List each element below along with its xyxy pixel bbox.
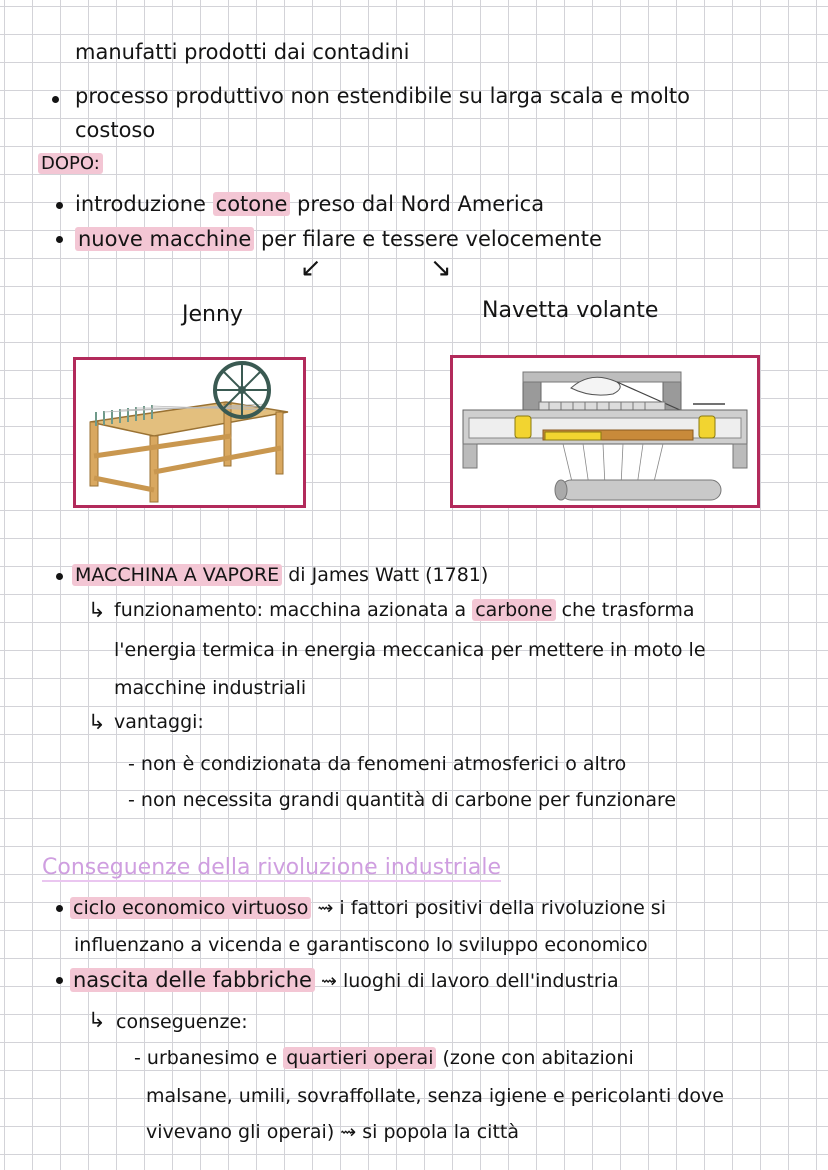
arrow-down-right-icon: ↘ bbox=[430, 253, 452, 283]
bullet bbox=[56, 573, 63, 580]
text-line: vivevano gli operai) ⇝ si popola la città bbox=[146, 1121, 520, 1143]
bullet bbox=[52, 96, 59, 103]
text-line: manufatti prodotti dai contadini bbox=[75, 40, 410, 64]
bullet bbox=[56, 202, 63, 209]
text-line: introduzione cotone preso dal Nord America bbox=[75, 192, 545, 216]
text-line: - urbanesimo e quartieri operai (zone con abitazioni bbox=[134, 1047, 634, 1069]
navetta-label: Navetta volante bbox=[482, 298, 659, 323]
text-line: conseguenze: bbox=[116, 1011, 248, 1033]
flying-shuttle-illustration bbox=[453, 358, 757, 505]
text-line: nuove macchine per filare e tessere velocemente bbox=[75, 225, 602, 253]
bullet bbox=[56, 977, 63, 984]
sub-arrow-icon: ↳ bbox=[88, 598, 106, 622]
arrow-down-left-icon: ↙ bbox=[300, 253, 322, 283]
text-line: vantaggi: bbox=[114, 711, 204, 733]
dopo-label: DOPO: bbox=[38, 150, 103, 178]
text-line: - non è condizionata da fenomeni atmosferici o altro bbox=[128, 753, 627, 775]
jenny-image-frame bbox=[73, 357, 306, 508]
text-line: macchine industriali bbox=[114, 677, 307, 699]
sub-arrow-icon: ↳ bbox=[88, 710, 106, 734]
text-line: - non necessita grandi quantità di carbone per funzionare bbox=[128, 789, 677, 811]
text-line: influenzano a vicenda e garantiscono lo sviluppo economico bbox=[74, 934, 648, 956]
navetta-image-frame bbox=[450, 355, 760, 508]
spinning-jenny-illustration bbox=[76, 360, 303, 505]
text-line: l'energia termica in energia meccanica per mettere in moto le bbox=[114, 639, 706, 661]
text-line: malsane, umili, sovraffollate, senza igiene e pericolanti dove bbox=[146, 1085, 724, 1107]
bullet bbox=[56, 905, 63, 912]
text-line: funzionamento: macchina azionata a carbone che trasforma bbox=[114, 599, 695, 621]
text-line: nascita delle fabbriche ⇝ luoghi di lavoro dell'industria bbox=[70, 966, 619, 995]
text-line: costoso bbox=[75, 118, 156, 142]
jenny-label: Jenny bbox=[182, 302, 243, 327]
text-line: processo produttivo non estendibile su larga scala e molto bbox=[75, 84, 691, 108]
text-line: MACCHINA A VAPORE di James Watt (1781) bbox=[72, 561, 488, 589]
sub-arrow-icon: ↳ bbox=[88, 1008, 106, 1032]
section-heading: Conseguenze della rivoluzione industriale bbox=[42, 855, 502, 880]
bullet bbox=[56, 236, 63, 243]
text-line: ciclo economico virtuoso ⇝ i fattori positivi della rivoluzione si bbox=[70, 894, 666, 922]
